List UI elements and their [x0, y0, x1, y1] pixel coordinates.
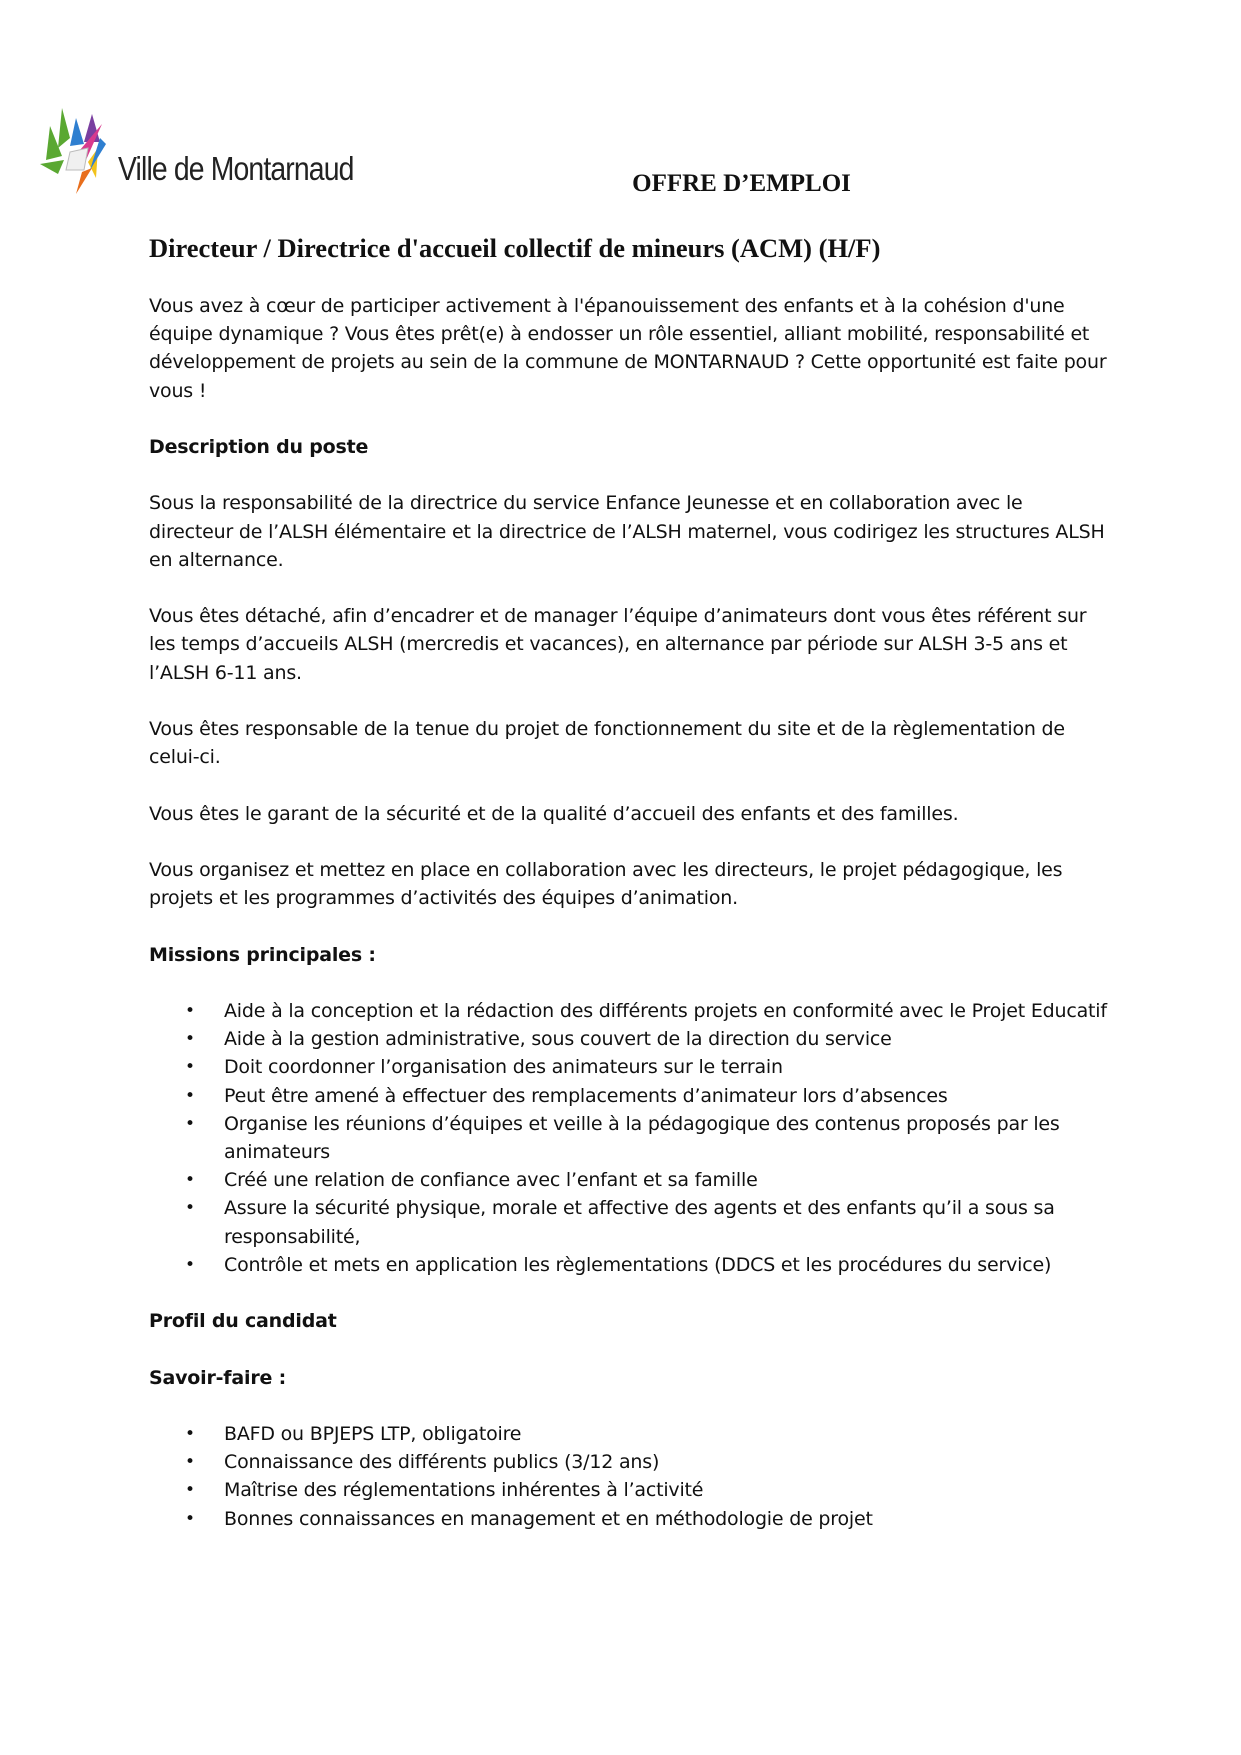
list-item-text: Organise les réunions d’équipes et veille à la pédagogique des contenus proposés par les animateurs: [224, 1112, 1060, 1163]
list-item-text: Bonnes connaissances en management et en méthodologie de projet: [224, 1507, 873, 1530]
list-item: [185, 1420, 1109, 1448]
savoir-faire-list: [149, 1420, 1109, 1533]
list-item: [185, 1166, 1109, 1194]
profile-heading: Profil du candidat: [149, 1310, 337, 1333]
list-item: [185, 1476, 1109, 1504]
list-item-text: Maîtrise des réglementations inhérentes à l’activité: [224, 1479, 704, 1502]
bullet-icon: •: [185, 1508, 195, 1529]
missions-heading: Missions principales :: [149, 943, 376, 966]
bullet-icon: •: [185, 1000, 195, 1021]
missions-list: [149, 997, 1109, 1279]
description-paragraph: Sous la responsabilité de la directrice du service Enfance Jeunesse et en collaboration avec le directeur de l’ALSH élémentaire et la directrice de l’ALSH maternel, vous codirigez les structures ALSH en alternance.: [149, 492, 1105, 571]
list-item-text: Doit coordonner l’organisation des animateurs sur le terrain: [224, 1056, 783, 1079]
description-paragraph: Vous êtes le garant de la sécurité et de la qualité d’accueil des enfants et des familles.: [149, 802, 959, 825]
list-item: [185, 1448, 1109, 1476]
list-item-text: Aide à la conception et la rédaction des différents projets en conformité avec le Projet Educatif: [224, 999, 1107, 1022]
bullet-icon: •: [185, 1198, 195, 1219]
bullet-icon: •: [185, 1085, 195, 1106]
document-body: [149, 292, 1109, 1561]
list-item: [185, 1025, 1109, 1053]
savoir-faire-heading: Savoir-faire :: [149, 1366, 286, 1389]
bullet-icon: •: [185, 1170, 195, 1191]
bullet-icon: •: [185, 1480, 195, 1501]
list-item-text: Connaissance des différents publics (3/12 ans): [224, 1451, 660, 1474]
bullet-icon: •: [185, 1254, 195, 1275]
description-paragraph: Vous organisez et mettez en place en collaboration avec les directeurs, le projet pédagogique, les projets et les programmes d’activités des équipes d’animation.: [149, 858, 1063, 910]
list-item: [185, 1194, 1109, 1250]
bullet-icon: •: [185, 1029, 195, 1050]
offer-title: OFFRE D’EMPLOI: [632, 170, 851, 197]
list-item-text: Contrôle et mets en application les règlementations (DDCS et les procédures du service): [224, 1253, 1052, 1276]
bullet-icon: •: [185, 1423, 195, 1444]
job-title: Directeur / Directrice d'accueil collectif de mineurs (ACM) (H/F): [149, 233, 881, 263]
list-item: [185, 1251, 1109, 1279]
list-item: [185, 1053, 1109, 1081]
list-item: [185, 1505, 1109, 1533]
list-item-text: Peut être amené à effectuer des remplacements d’animateur lors d’absences: [224, 1084, 948, 1107]
bullet-icon: •: [185, 1452, 195, 1473]
logo-text: Ville de Montarnaud: [118, 150, 354, 187]
list-item: [185, 1082, 1109, 1110]
list-item-text: BAFD ou BPJEPS LTP, obligatoire: [224, 1422, 522, 1445]
bullet-icon: •: [185, 1057, 195, 1078]
list-item-text: Assure la sécurité physique, morale et affective des agents et des enfants qu’il a sous sa responsabilité,: [224, 1197, 1055, 1248]
list-item: [185, 1110, 1109, 1166]
intro-paragraph: Vous avez à cœur de participer activement à l'épanouissement des enfants et à la cohésion d'une équipe dynamique ? Vous êtes prêt(e) à endosser un rôle essentiel, alliant mobilité, responsabilité et développement de projets au sein de la commune de MONTARNAUD ? Cette opportunité est faite pour vous !: [149, 295, 1107, 402]
list-item-text: Aide à la gestion administrative, sous couvert de la direction du service: [224, 1028, 892, 1051]
description-heading: Description du poste: [149, 436, 369, 458]
description-paragraph: Vous êtes détaché, afin d’encadrer et de manager l’équipe d’animateurs dont vous êtes référent sur les temps d’accueils ALSH (mercredis et vacances), en alternance par période sur ALSH 3-5 ans et l’ALSH 6-11 ans.: [149, 605, 1087, 684]
bullet-icon: •: [185, 1113, 195, 1134]
description-paragraph: Vous êtes responsable de la tenue du projet de fonctionnement du site et de la règlementation de celui-ci.: [149, 717, 1065, 769]
list-item: [185, 997, 1109, 1025]
list-item-text: Créé une relation de confiance avec l’enfant et sa famille: [224, 1169, 758, 1192]
